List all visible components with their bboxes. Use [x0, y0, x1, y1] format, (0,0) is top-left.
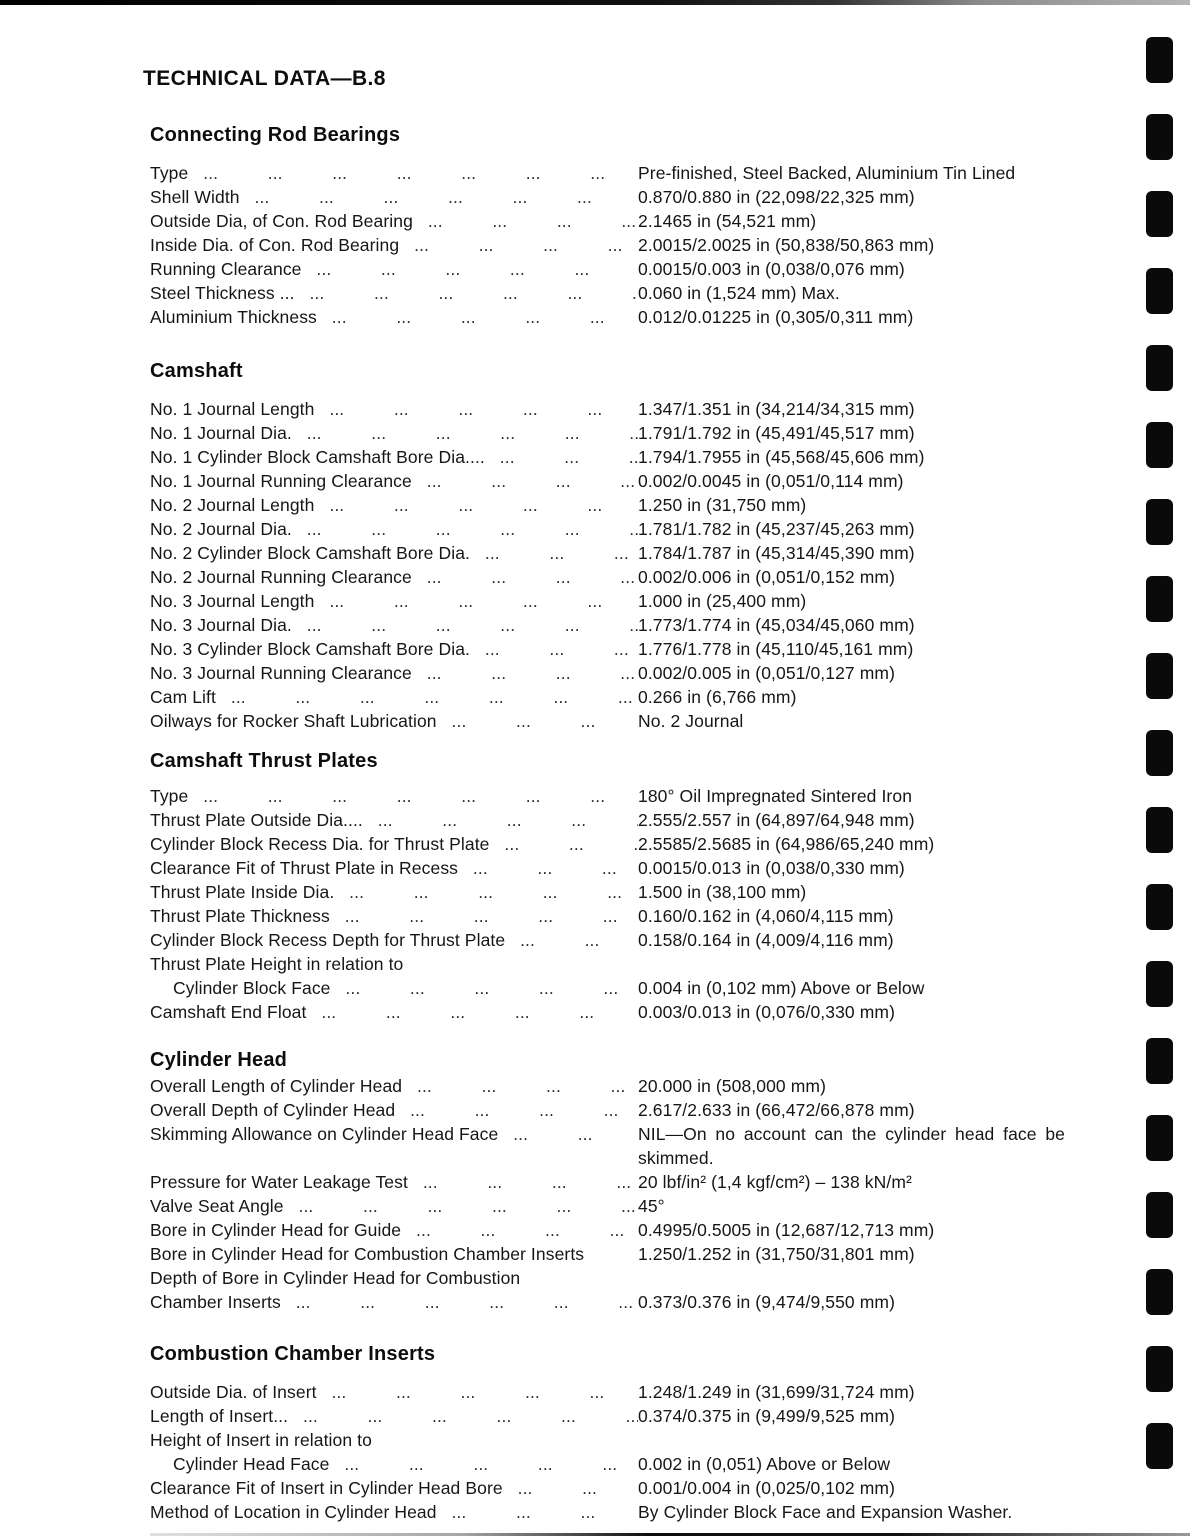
spec-value: 0.4995/0.5005 in (12,687/12,713 mm) — [638, 1220, 935, 1240]
spec-value: 1.347/1.351 in (34,214/34,315 mm) — [638, 399, 915, 419]
spec-label: Cylinder Head Face — [173, 1454, 330, 1474]
leader-dots — [295, 281, 638, 305]
spec-row — [150, 904, 1065, 928]
binding-mark — [1146, 345, 1173, 391]
spec-value: 0.0015/0.013 in (0,038/0,330 mm) — [638, 858, 905, 878]
spec-row — [150, 589, 1065, 613]
spec-value: Pre-finished, Steel Backed, Aluminium Tin Lined — [638, 163, 1016, 183]
spec-label: Outside Dia, of Con. Rod Bearing — [150, 211, 413, 231]
spec-value: 0.158/0.164 in (4,009/4,116 mm) — [638, 930, 894, 950]
leader-dots — [288, 1404, 638, 1428]
section-title: Camshaft Thrust Plates — [150, 750, 378, 772]
bottom-rule — [150, 1533, 1190, 1536]
spec-label: Chamber Inserts — [150, 1292, 281, 1312]
spec-value: 20.000 in (508,000 mm) — [638, 1076, 827, 1096]
binding-mark — [1146, 1038, 1173, 1084]
spec-value — [638, 1428, 1065, 1452]
spec-value: No. 2 Journal — [638, 711, 744, 731]
leader-dots — [331, 976, 638, 1000]
spec-label: No. 2 Journal Length — [150, 495, 315, 515]
spec-row — [150, 209, 1065, 233]
binding-mark — [1146, 730, 1173, 776]
leader-dots — [240, 185, 638, 209]
spec-value: 1.781/1.782 in (45,237/45,263 mm) — [638, 519, 915, 539]
spec-row — [150, 808, 1065, 832]
spec-row — [150, 1500, 1065, 1524]
leader-dots — [292, 421, 638, 445]
section-title: Combustion Chamber Inserts — [150, 1343, 436, 1365]
spec-row — [150, 233, 1065, 257]
spec-label: Cylinder Block Recess Depth for Thrust Plate — [150, 930, 506, 950]
binding-mark — [1146, 807, 1173, 853]
spec-label: No. 3 Journal Dia. — [150, 615, 292, 635]
spec-value: 1.250 in (31,750 mm) — [638, 495, 807, 515]
spec-label: Cam Lift — [150, 687, 216, 707]
spec-row — [150, 784, 1065, 808]
leader-dots — [437, 1500, 638, 1524]
leader-dots — [395, 1098, 638, 1122]
binding-mark — [1146, 114, 1173, 160]
leader-dots — [314, 397, 638, 421]
spec-value: 0.003/0.013 in (0,076/0,330 mm) — [638, 1002, 896, 1022]
leader-dots — [188, 161, 638, 185]
leader-dots — [334, 880, 638, 904]
spec-value: 2.555/2.557 in (64,897/64,948 mm) — [638, 810, 915, 830]
spec-label: Thrust Plate Inside Dia. — [150, 882, 335, 902]
leader-dots — [292, 517, 638, 541]
leader-dots — [458, 856, 638, 880]
leader-dots — [401, 1218, 638, 1242]
spec-label: Type — [150, 786, 189, 806]
leader-dots — [485, 445, 638, 469]
spec-label: Overall Length of Cylinder Head — [150, 1076, 403, 1096]
binding-mark — [1146, 961, 1173, 1007]
section-cylinder-head — [150, 1049, 1065, 1314]
leader-dots — [490, 832, 638, 856]
spec-label: Thrust Plate Height in relation to — [150, 954, 404, 974]
binding-mark — [1146, 191, 1173, 237]
binding-mark — [1146, 1192, 1173, 1238]
spec-label: Method of Location in Cylinder Head — [150, 1502, 437, 1522]
spec-row — [150, 541, 1065, 565]
leader-dots — [408, 1170, 638, 1194]
leader-dots — [584, 1242, 638, 1266]
spec-label: Thrust Plate Outside Dia.... — [150, 810, 363, 830]
spec-value: 1.773/1.774 in (45,034/45,060 mm) — [638, 615, 915, 635]
spec-row — [150, 856, 1065, 880]
spec-value: 1.776/1.778 in (45,110/45,161 mm) — [638, 639, 914, 659]
spec-label: Clearance Fit of Thrust Plate in Recess — [150, 858, 459, 878]
spec-label: Height of Insert in relation to — [150, 1430, 372, 1450]
spec-label: No. 2 Journal Dia. — [150, 519, 292, 539]
spec-label: Valve Seat Angle — [150, 1196, 284, 1216]
spec-label: Depth of Bore in Cylinder Head for Combustion — [150, 1268, 521, 1288]
spec-row — [150, 1122, 1065, 1170]
spec-value: 1.250/1.252 in (31,750/31,801 mm) — [638, 1244, 915, 1264]
spec-value: 0.001/0.004 in (0,025/0,102 mm) — [638, 1478, 896, 1498]
spec-label: Inside Dia. of Con. Rod Bearing — [150, 235, 400, 255]
spec-value: 0.160/0.162 in (4,060/4,115 mm) — [638, 906, 894, 926]
leader-dots — [306, 1000, 638, 1024]
spec-value: 0.002/0.005 in (0,051/0,127 mm) — [638, 663, 896, 683]
spec-label: No. 1 Journal Running Clearance — [150, 471, 412, 491]
spec-value: 0.002/0.006 in (0,051/0,152 mm) — [638, 567, 896, 587]
binding-marks — [1146, 37, 1173, 1469]
spec-label: No. 3 Journal Length — [150, 591, 315, 611]
spec-row — [150, 1098, 1065, 1122]
spec-label: No. 1 Journal Length — [150, 399, 315, 419]
spec-label: No. 1 Journal Dia. — [150, 423, 292, 443]
page-title: TECHNICAL DATA—B.8 — [143, 67, 386, 90]
spec-row — [150, 1380, 1065, 1404]
spec-value: 1.248/1.249 in (31,699/31,724 mm) — [638, 1382, 915, 1402]
leader-dots — [363, 808, 638, 832]
spec-row — [150, 709, 1065, 733]
leader-dots — [402, 1074, 638, 1098]
leader-dots — [413, 209, 638, 233]
spec-value: 0.266 in (6,766 mm) — [638, 687, 797, 707]
leader-dots — [412, 661, 638, 685]
leader-dots — [498, 1122, 638, 1170]
binding-mark — [1146, 576, 1173, 622]
spec-row — [150, 517, 1065, 541]
leader-dots — [188, 784, 638, 808]
leader-dots — [330, 904, 638, 928]
leader-dots — [302, 257, 638, 281]
spec-label: Running Clearance — [150, 259, 302, 279]
spec-row — [150, 1074, 1065, 1098]
spec-label: Outside Dia. of Insert — [150, 1382, 317, 1402]
spec-value — [638, 952, 1065, 976]
spec-row — [150, 952, 1065, 976]
spec-value: 0.060 in (1,524 mm) Max. — [638, 283, 840, 303]
section-connecting-rod-bearings — [150, 124, 1065, 329]
leader-dots — [329, 1452, 638, 1476]
leader-dots — [281, 1290, 638, 1314]
spec-value: 2.1465 in (54,521 mm) — [638, 211, 817, 231]
spec-row — [150, 493, 1065, 517]
binding-mark — [1146, 1269, 1173, 1315]
spec-row — [150, 185, 1065, 209]
spec-value: 180° Oil Impregnated Sintered Iron — [638, 786, 913, 806]
leader-dots — [412, 469, 638, 493]
binding-mark — [1146, 1346, 1173, 1392]
section-combustion-chamber-inserts — [150, 1343, 1065, 1524]
spec-label: Overall Depth of Cylinder Head — [150, 1100, 396, 1120]
leader-dots — [216, 685, 638, 709]
spec-row — [150, 421, 1065, 445]
spec-value: 2.5585/2.5685 in (64,986/65,240 mm) — [638, 834, 935, 854]
spec-row — [150, 613, 1065, 637]
leader-dots — [520, 1266, 638, 1290]
spec-row — [150, 1170, 1065, 1194]
spec-row — [150, 928, 1065, 952]
section-camshaft-thrust-plates — [150, 750, 1065, 1024]
spec-row — [150, 305, 1065, 329]
leader-dots — [503, 1476, 638, 1500]
spec-label: Pressure for Water Leakage Test — [150, 1172, 408, 1192]
spec-label: Bore in Cylinder Head for Guide — [150, 1220, 402, 1240]
spec-value: 0.0015/0.003 in (0,038/0,076 mm) — [638, 259, 905, 279]
spec-row — [150, 1000, 1065, 1024]
spec-row — [150, 976, 1065, 1000]
leader-dots — [284, 1194, 638, 1218]
spec-label: No. 1 Cylinder Block Camshaft Bore Dia.... — [150, 447, 485, 467]
binding-mark — [1146, 1423, 1173, 1469]
binding-mark — [1146, 268, 1173, 314]
spec-row — [150, 257, 1065, 281]
spec-row — [150, 565, 1065, 589]
binding-mark — [1146, 422, 1173, 468]
spec-value: 1.000 in (25,400 mm) — [638, 591, 807, 611]
spec-value: 1.794/1.7955 in (45,568/45,606 mm) — [638, 447, 925, 467]
spec-row — [150, 661, 1065, 685]
spec-value: 0.002 in (0,051) Above or Below — [638, 1454, 891, 1474]
spec-row — [150, 445, 1065, 469]
spec-label: Skimming Allowance on Cylinder Head Face — [150, 1124, 499, 1144]
leader-dots — [317, 1380, 638, 1404]
spec-value: 0.012/0.01225 in (0,305/0,311 mm) — [638, 307, 914, 327]
spec-row — [150, 1476, 1065, 1500]
binding-mark — [1146, 653, 1173, 699]
spec-value: 20 lbf/in² (1,4 kgf/cm²) – 138 kN/m² — [638, 1172, 912, 1192]
spec-label: Cylinder Block Face — [173, 978, 331, 998]
spec-row — [150, 1194, 1065, 1218]
binding-mark — [1146, 884, 1173, 930]
spec-label: No. 3 Journal Running Clearance — [150, 663, 412, 683]
binding-mark — [1146, 37, 1173, 83]
leader-dots — [470, 637, 638, 661]
spec-row — [150, 1404, 1065, 1428]
spec-row — [150, 397, 1065, 421]
spec-label: No. 2 Cylinder Block Camshaft Bore Dia. — [150, 543, 470, 563]
leader-dots — [403, 952, 638, 976]
spec-value: 1.784/1.787 in (45,314/45,390 mm) — [638, 543, 915, 563]
spec-label: Type — [150, 163, 189, 183]
spec-row — [150, 880, 1065, 904]
leader-dots — [317, 305, 638, 329]
leader-dots — [505, 928, 638, 952]
leader-dots — [314, 589, 638, 613]
section-title: Connecting Rod Bearings — [150, 124, 401, 146]
spec-row — [150, 1290, 1065, 1314]
spec-value: 0.002/0.0045 in (0,051/0,114 mm) — [638, 471, 904, 491]
spec-label: Shell Width — [150, 187, 240, 207]
binding-mark — [1146, 1115, 1173, 1161]
binding-mark — [1146, 499, 1173, 545]
spec-row — [150, 1266, 1065, 1290]
leader-dots — [292, 613, 638, 637]
spec-label: Thrust Plate Thickness — [150, 906, 330, 926]
spec-label: Oilways for Rocker Shaft Lubrication — [150, 711, 437, 731]
section-title: Cylinder Head — [150, 1049, 288, 1071]
spec-value: 45° — [638, 1196, 665, 1216]
leader-dots — [399, 233, 638, 257]
spec-label: Bore in Cylinder Head for Combustion Chamber Inserts — [150, 1244, 585, 1264]
spec-value: 0.870/0.880 in (22,098/22,325 mm) — [638, 187, 915, 207]
spec-value: 0.004 in (0,102 mm) Above or Below — [638, 978, 925, 998]
leader-dots — [314, 493, 638, 517]
spec-row — [150, 281, 1065, 305]
spec-row — [150, 685, 1065, 709]
spec-label: Steel Thickness ... — [150, 283, 295, 303]
leader-dots — [470, 541, 638, 565]
spec-value: By Cylinder Block Face and Expansion Washer. — [638, 1502, 1013, 1522]
spec-row — [150, 832, 1065, 856]
spec-value — [638, 1266, 1065, 1290]
spec-row — [150, 1242, 1065, 1266]
section-camshaft — [150, 360, 1065, 733]
spec-row — [150, 637, 1065, 661]
section-title: Camshaft — [150, 360, 243, 382]
spec-value: 1.791/1.792 in (45,491/45,517 mm) — [638, 423, 915, 443]
spec-row — [150, 1428, 1065, 1452]
spec-value: NIL—On no account can the cylinder head face be skimmed. — [638, 1124, 1065, 1168]
spec-label: Camshaft End Float — [150, 1002, 307, 1022]
leader-dots — [412, 565, 638, 589]
spec-label: Cylinder Block Recess Dia. for Thrust Plate — [150, 834, 490, 854]
page-content — [143, 67, 1065, 1524]
leader-dots — [437, 709, 638, 733]
spec-row — [150, 1452, 1065, 1476]
spec-label: Aluminium Thickness — [150, 307, 317, 327]
spec-label: Clearance Fit of Insert in Cylinder Head Bore — [150, 1478, 503, 1498]
spec-row — [150, 1218, 1065, 1242]
spec-value: 2.0015/2.0025 in (50,838/50,863 mm) — [638, 235, 935, 255]
spec-label: Length of Insert... — [150, 1406, 289, 1426]
spec-value: 1.500 in (38,100 mm) — [638, 882, 807, 902]
spec-label: No. 3 Cylinder Block Camshaft Bore Dia. — [150, 639, 470, 659]
spec-label: No. 2 Journal Running Clearance — [150, 567, 412, 587]
spec-row — [150, 161, 1065, 185]
top-rule — [0, 0, 1190, 5]
leader-dots — [372, 1428, 638, 1452]
spec-value: 2.617/2.633 in (66,472/66,878 mm) — [638, 1100, 915, 1120]
spec-row — [150, 469, 1065, 493]
spec-value: 0.374/0.375 in (9,499/9,525 mm) — [638, 1406, 896, 1426]
spec-value: 0.373/0.376 in (9,474/9,550 mm) — [638, 1292, 896, 1312]
